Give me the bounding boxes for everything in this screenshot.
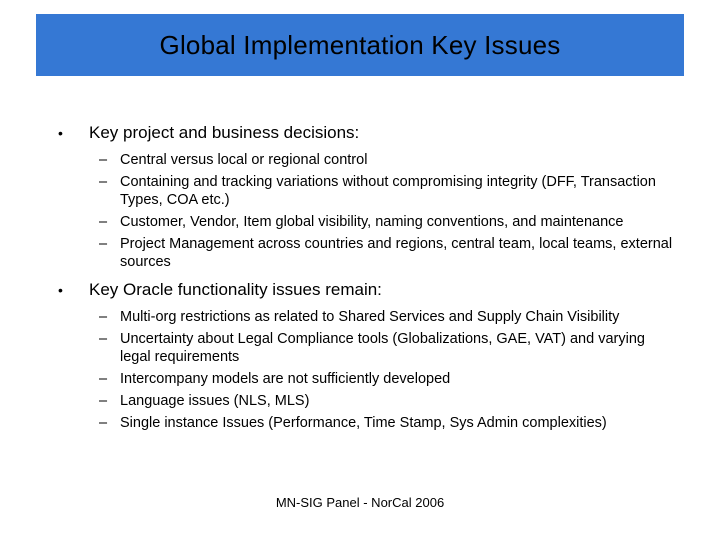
- dash-icon: –: [99, 152, 108, 168]
- slide-content: [58, 122, 678, 440]
- list-item: [99, 151, 678, 169]
- list-item-text: Uncertainty about Legal Compliance tools (Globalizations, GAE, VAT) and varying legal requirements: [120, 331, 645, 365]
- dash-icon: –: [99, 214, 108, 230]
- section-heading-row: [58, 279, 678, 301]
- list-item: [99, 392, 678, 410]
- list-item-text: Language issues (NLS, MLS): [120, 393, 310, 409]
- section-heading: Key project and business decisions:: [89, 123, 360, 142]
- dash-icon: –: [99, 174, 108, 190]
- list-item: [99, 308, 678, 326]
- section-project-decisions: [58, 122, 678, 271]
- list-item: [99, 330, 678, 366]
- bullet-icon: •: [58, 282, 63, 298]
- section-heading: Key Oracle functionality issues remain:: [89, 280, 382, 299]
- list-item: [99, 414, 678, 432]
- list-item-text: Single instance Issues (Performance, Time Stamp, Sys Admin complexities): [120, 415, 607, 431]
- dash-icon: –: [99, 331, 108, 347]
- list-item-text: Project Management across countries and regions, central team, local teams, external sources: [120, 236, 673, 270]
- list-item: [99, 173, 678, 209]
- section-oracle-issues: [58, 279, 678, 432]
- list-item-text: Containing and tracking variations without compromising integrity (DFF, Transaction Types, COA etc.): [120, 174, 656, 208]
- dash-icon: –: [99, 236, 108, 252]
- list-item: [99, 213, 678, 231]
- dash-icon: –: [99, 393, 108, 409]
- sub-list: [99, 151, 678, 271]
- title-bar: [36, 14, 684, 76]
- section-heading-row: [58, 122, 678, 144]
- slide-title: Global Implementation Key Issues: [159, 29, 561, 60]
- bullet-icon: •: [58, 125, 63, 141]
- dash-icon: –: [99, 309, 108, 325]
- sub-list: [99, 308, 678, 432]
- dash-icon: –: [99, 371, 108, 387]
- list-item: [99, 370, 678, 388]
- list-item: [99, 235, 678, 271]
- dash-icon: –: [99, 415, 108, 431]
- slide-footer: MN-SIG Panel - NorCal 2006: [275, 495, 445, 510]
- list-item-text: Multi-org restrictions as related to Shared Services and Supply Chain Visibility: [120, 309, 620, 325]
- list-item-text: Intercompany models are not sufficiently developed: [120, 371, 451, 387]
- list-item-text: Central versus local or regional control: [120, 152, 368, 168]
- list-item-text: Customer, Vendor, Item global visibility, naming conventions, and maintenance: [120, 214, 624, 230]
